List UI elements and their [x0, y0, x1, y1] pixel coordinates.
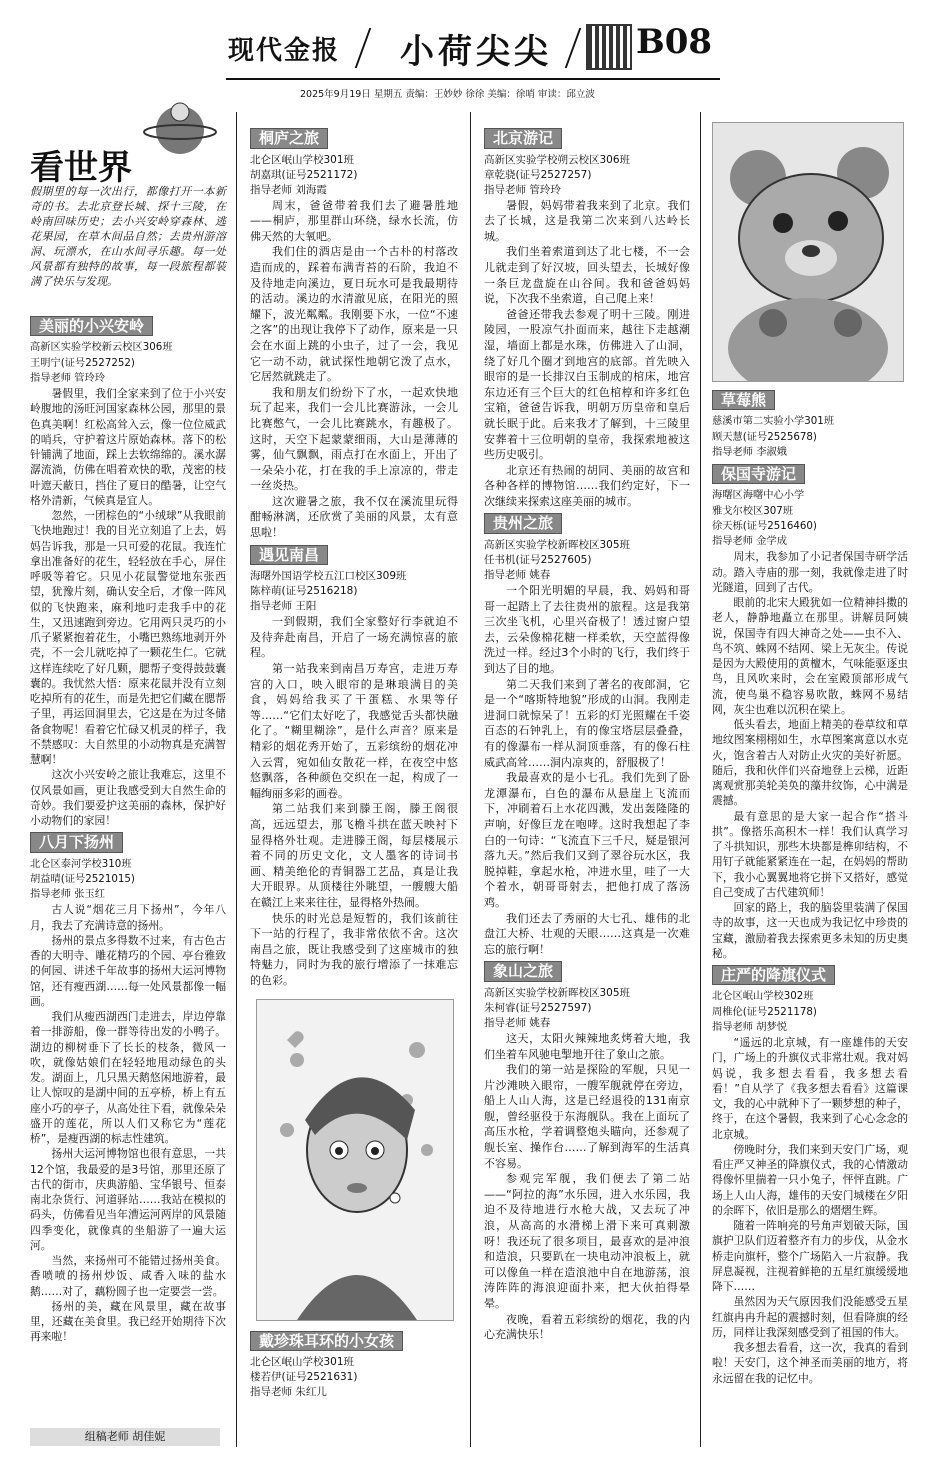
dateline: 2025年9月19日 星期五 责编：王妙妙 徐徐 美编：徐哨 审读：邱立波: [300, 89, 595, 100]
article-paragraph: 扬州的美，藏在风景里，藏在故事里，还藏在美食里。我已经开始期待下次再来啦！: [30, 1299, 226, 1344]
byline-line: 章乾骁(证号2527257): [484, 168, 592, 181]
article-paragraph: 忽然，一团棕色的“小绒球”从我眼前飞快地跑过！我的目光立刻追了上去，妈妈告诉我，那是一只可爱的花鼠。我连忙拿出准备好的花生，轻轻放在手心，屏住呼吸等着它。只见小花鼠警觉地东张西望，犹豫片刻，确认安全后，才像一阵风似的飞快跑来，麻利地叼走我手中的花生，又迅速跑到旁边。它用两只灵巧的小爪子紧紧抱着花生，小嘴巴熟练地剥开外壳，不一会儿就吃掉了一颗花生仁。它就这样连续吃了好几颗，腮帮子变得鼓鼓囊囊的。我忧然大悟：原来花鼠并没有立刻吃掉所有的花生，而是先把它们藏在腮帮子里，再运回洞里去，它这是在为过冬储备食物呢！看着它忙碌又机灵的样子，我不禁感叹：大自然里的小动物真是充满智慧啊！: [30, 509, 226, 766]
page-number: B08: [636, 22, 713, 62]
article-byline: [712, 414, 908, 460]
article-paragraph: 当然，来扬州可不能错过扬州美食。香喷喷的扬州炒饭、咸香入味的盐水鹅……对了，藕粉圆子也一定要尝一尝。: [30, 1254, 226, 1298]
article-byline: [712, 488, 908, 549]
girl-pearl-earring-drawing: [256, 999, 454, 1321]
article-paragraph: 我们还去了秀丽的大七孔、雄伟的北盘江大桥、壮观的天眼……这真是一次难忘的旅行啊！: [484, 911, 690, 956]
article-paragraph: 周末，爸爸带着我们去了避暑胜地——桐庐，那里群山环绕，绿水长流，仿佛天然的大氧吧。: [250, 198, 458, 243]
article-headline: 贵州之旅: [484, 513, 562, 534]
article-headline: 草莓熊: [712, 390, 775, 410]
byline-line: 指导老师 王阳: [250, 600, 317, 613]
article-byline: [30, 857, 226, 903]
article-paragraph: 我最喜欢的是小七孔。我们先到了卧龙潭瀑布，白色的瀑布从悬崖上飞流而下，冲刷着石上水花四溅，发出轰隆隆的声响，好像巨龙在咆哮。这时我想起了李白的一句诗：“飞流直下三千尺，疑是银河落九天。”然后我们又到了翠谷玩水区，我脱掉鞋，拿起水枪，冲进水里，哇了一大个着水，朝哥哥射去，把他打成了落汤鸡。: [484, 771, 690, 909]
byline-line: 北仑区岷山学校301班: [250, 153, 355, 166]
article: [30, 828, 226, 1344]
article-paragraph: 扬州的景点多得数不过来，有古色古香的大明寺、雕花精巧的个园、亭台雅致的何园、讲述千年故事的扬州大运河博物馆，还有瘦西湖……每一处风景都像一幅画。: [30, 933, 226, 1008]
byline-line: 北仑区泰河学校310班: [30, 857, 132, 870]
brand-logo: 现代金报: [228, 36, 341, 66]
article-paragraph: 北京还有热闹的胡同、美丽的故宫和各种各样的博物馆……我们约定好，下一次继续来探索这座美丽的城市。: [484, 463, 690, 508]
article-paragraph: 快乐的时光总是短暂的，我们该前往下一站的行程了，我非常依依不舍。这次南昌之旅，既让我感受到了这座城市的独特魅力，同时为我的旅行增添了一抹难忘的色彩。: [250, 911, 458, 987]
article-paragraph: 最有意思的是大家一起合作“搭斗拱”。像搭乐高积木一样！我们认真学习了斗拱知识，那些木块都是榫卯结构，不用钉子就能紧紧连在一起，在妈妈的帮助下，我小心翼翼地将它拼下又搭好，感觉自己变成了古代建筑师！: [712, 809, 908, 899]
byline-line: 任书机(证号2527605): [484, 554, 592, 567]
column-1: [30, 312, 226, 1345]
byline-line: 指导老师 朱红儿: [250, 1386, 327, 1399]
byline-line: 指导老师 李淑娥: [712, 445, 788, 458]
byline-line: 指导老师 张玉红: [30, 888, 106, 900]
article-byline: [250, 153, 458, 198]
article-byline: [30, 340, 226, 386]
article: [712, 961, 908, 1386]
article-paragraph: 一到假期，我们全家整好行李就迫不及待奔赴南昌，开启了一场充满惊喜的旅程。: [250, 615, 458, 660]
byline-line: 朱柯睿(证号2527597): [484, 1001, 592, 1014]
column-divider: [236, 112, 237, 1447]
header-rule: [226, 78, 720, 80]
article-paragraph: 傍晚时分，我们来到天安门广场，观看庄严又神圣的降旗仪式，我的心情激动得像怀里揣着一只小兔子，怦怦直跳。广场上人山人海，雄伟的天安门城楼在夕阳的余晖下，依旧是那么的熠熠生辉。: [712, 1142, 908, 1217]
article-paragraph: 眼前的北宋大殿犹如一位精神抖擞的老人，静静地矗立在那里。讲解员阿姨说，保国寺有四大神奇之处——虫不入、鸟不筑、蛛网不结网、梁上无灰尘。传说是因为大殿使用的黄檀木，气味能驱逐虫鸟，且风吹来时，会在室殿顶部形成气流，使鸟巢不稳容易吹散，蛛网不易结网，灰尘也难以沉积在梁上。: [712, 596, 908, 716]
article: [712, 460, 908, 961]
article-paragraph: 这次避暑之旅，我不仅在溪流里玩得酣畅淋漓，还欣赏了美丽的风景，太有意思啦！: [250, 494, 458, 540]
byline-line: 指导老师 胡梦悦: [712, 1020, 788, 1033]
article-headline: 保国寺游记: [712, 464, 805, 484]
rocket-illustration-icon: [140, 90, 220, 160]
article-paragraph: 低头看去，地面上精美的卷草纹和草地纹图案栩栩如生，水草图案寓意以水克火，饱含着古人对防止火灾的美好祈愿。随后，我和伙伴们兴奋地登上云梯，近距离观赏那美轮美奂的藻井纹饰，心中满是震撼。: [712, 718, 908, 808]
article-paragraph: 我们坐着索道到达了北七楼，不一会儿就走到了好汉坡，回头望去，长城好像一条巨龙盘旋在山谷间。我和爸爸妈妈说，下次我不坐索道，自己爬上来！: [484, 245, 690, 306]
article-headline: 遇见南昌: [250, 545, 328, 566]
article: [484, 957, 690, 1342]
strawberry-bear-drawing: [712, 122, 904, 382]
article-paragraph: 第二天我们来到了著名的夜郎洞，它是一个“喀斯特地貌”形成的山洞。我刚走进洞口就惊呆了！五彩的灯光照耀在千姿百态的石钟乳上，有的像宝塔层层叠叠，有的像瀑布一样从洞顶垂落，有的像石柱威武高耸……洞内凉爽的，舒服极了！: [484, 677, 690, 769]
article-byline: [484, 153, 690, 198]
article-paragraph: 周末，我参加了小记者保国寺研学活动。踏入寺庙的那一刻，我就像走进了时光隧道，回到了古代。: [712, 550, 908, 594]
article-headline: 北京游记: [484, 128, 562, 149]
bear-drawing-icon: [713, 123, 903, 381]
article-paragraph: 我们从瘦西湖西门走进去，岸边停靠着一排游船，像一群等待出发的小鸭子。湖边的柳树垂下了长长的枝条，微风一吹，就像姑娘们在轻轻地甩动绿色的头发。湖面上，几只黑天鹅悠闲地游着，最让人惊叹的是湖中间的五亭桥，桥上有五座小巧的亭子，从高处往下看，就像朵朵盛开的莲花，所以人们又称它为“莲花桥”，是瘦西湖的标志性建筑。: [30, 1010, 226, 1145]
article-paragraph: 这天，太阳火辣辣地炙烤着大地，我们坐着车风驰电掣地开往了象山之旅。: [484, 1031, 690, 1061]
byline-line: 指导老师 管玲玲: [30, 371, 106, 384]
byline-line: 胡益晴(证号2521015): [30, 872, 135, 885]
article-paragraph: 随着一阵响亮的号角声划破天际，国旗护卫队们迈着整齐有力的步伐，从金水桥走向旗杆，整个广场陷入一片寂静。我屏息凝视，注视着鲜艳的五星红旗缓缓地降下……: [712, 1219, 908, 1293]
byline-line: 王明宁(证号2527252): [30, 356, 135, 369]
article-paragraph: 古人说“烟花三月下扬州”，今年八月，我去了充满诗意的扬州。: [30, 903, 226, 932]
masthead: [0, 0, 934, 100]
article-paragraph: 我和朋友们纷纷下了水，一起欢快地玩了起来，我们一会儿比赛游泳，一会儿比赛憋气，一会儿比赛跳水，有趣极了。这时，天空下起蒙蒙细雨，大山是薄薄的雾，仙气飘飘，雨点打在水面上，开出了一朵朵小花，打在我的手上凉凉的，带走一丝炎热。: [250, 385, 458, 493]
qr-code-icon: [586, 24, 632, 70]
byline-line: 楼若伊(证号2521631): [250, 1371, 358, 1384]
byline-line: 徐天栎(证号2516460): [712, 519, 817, 532]
byline-line: 海曙区海曙中心小学: [712, 489, 805, 502]
byline-line: 周椎伦(证号2521178): [712, 1005, 817, 1018]
article-byline: [250, 1355, 458, 1400]
article-paragraph: 扬州大运河博物馆也很有意思，一共12个馆，我最爱的是3号馆，那里还原了古代的街市，庆典游船、宝华银号、恒泰南北杂货行、河道驿站……我站在模拟的码头，仿佛看见当年漕运河两岸的风景随四季变化，就像真的坐船游了一遍大运河。: [30, 1147, 226, 1252]
byline-line: 胡嘉琪(证号2521172): [250, 168, 358, 181]
article-paragraph: 夜晚，看着五彩缤纷的烟花，我的内心充满快乐！: [484, 1312, 690, 1342]
article-paragraph: 回家的路上，我的脑袋里装满了保国寺的故事，这一天也成为我记忆中珍贵的宝藏，激励着我去探索更多未知的历史奥秘。: [712, 901, 908, 960]
column-3: [484, 124, 690, 1343]
byline-line: 北仑区岷山学校302班: [712, 990, 814, 1003]
byline-line: 顾天慧(证号2525678): [712, 430, 817, 443]
article-paragraph: 暑假，妈妈带着我来到了北京。我们去了长城，这是我第二次来到八达岭长城。: [484, 198, 690, 243]
article: [250, 541, 458, 989]
article-paragraph: 第二站我们来到滕王阁，滕王阁很高，远远望去，那飞檐斗拱在蓝天映衬下显得格外壮观。走进滕王阁，每层楼展示着不同的历史文化，文人墨客的诗词书画、精美绝伦的青铜器工艺品，真是让我大开眼界。从顶楼往外眺望，一艘艘大船在赣江上来来往往，显得格外热闹。: [250, 802, 458, 909]
column-divider: [470, 112, 471, 1447]
byline-line: 雅戈尔校区307班: [712, 504, 794, 517]
article-paragraph: 这次小兴安岭之旅让我难忘，这里不仅风景如画，更让我感受到大自然生命的奇妙。我们要爱护这美丽的森林，保护好小动物们的家园！: [30, 768, 226, 827]
byline-line: 指导老师 金学成: [712, 535, 788, 547]
byline-line: 慈溪市第二实验小学301班: [712, 415, 835, 428]
article-headline: 象山之旅: [484, 961, 562, 982]
article: [250, 1327, 458, 1401]
byline-line: 高新区实验学校新云校区306班: [30, 341, 173, 354]
byline-line: 高新区实验学校新晖校区305班: [484, 986, 631, 999]
article-paragraph: 我们的第一站是探险的军舰，只见一片沙滩映入眼帘，一艘军舰就停在旁边，船上人山人海，这是已经退役的131南京舰，曾经驱役于东海舰队。我在上面玩了高压水枪，学着调整炮头瞄向，还参观了舰长室、操作台……了解到海军的生活真不容易。: [484, 1063, 690, 1170]
byline-line: 指导老师 管玲玲: [484, 183, 561, 196]
article-paragraph: 暑假里，我们全家来到了位于小兴安岭腹地的汤旺河国家森林公园，那里的景色真美啊！红松高耸入云，像一位位威武的哨兵，守护着这片原始森林。落下的松针铺满了地面，踩上去软绵绵的。溪水潺潺流淌，仿佛在唱着欢快的歌，茂密的枝叶遮天蔽日，挡住了夏日的酷暑，让空气格外清新，气候真是宜人。: [30, 387, 226, 507]
portrait-drawing-icon: [257, 1000, 453, 1320]
article-headline: 美丽的小兴安岭: [30, 316, 153, 336]
article-paragraph: “遥远的北京城，有一座雄伟的天安门，广场上的升旗仪式非常壮观。我对妈妈说，我多想去看看，我多想去看看！”自从学了《我多想去看看》这篇课文，我的心中就种下了一颗梦想的种子，终于，在这个暑假，我来到了心心念念的北京城。: [712, 1036, 908, 1141]
column-divider: [700, 112, 701, 1447]
article-byline: [484, 986, 690, 1031]
editor-credit: 组稿老师 胡佳妮: [30, 1428, 220, 1446]
byline-line: 指导老师 姚春: [484, 1016, 551, 1029]
article: [30, 312, 226, 828]
byline-line: 陈梓萌(证号2516218): [250, 585, 358, 598]
article: [712, 386, 908, 460]
separator: [355, 28, 372, 68]
article-byline: [484, 538, 690, 583]
article-byline: [712, 989, 908, 1035]
article-paragraph: 虽然因为天气原因我们没能感受五星红旗冉冉升起的震撼时刻，但看降旗的经历，同样让我深刻感受到了祖国的伟大。: [712, 1295, 908, 1339]
byline-line: 海曙外国语学校五江口校区309班: [250, 570, 407, 583]
column-4: [712, 122, 908, 1386]
article-paragraph: 一个阳光明媚的早晨，我、妈妈和哥哥一起踏上了去往贵州的旅程。这是我第三次坐飞机，心里兴奋极了！透过窗户望去，云朵像棉花糖一样柔软，天空蓝得像洗过一样。经过3个小时的飞行，我们终于到达了目的地。: [484, 584, 690, 676]
section-title: 小荷尖尖: [400, 32, 552, 72]
intro-text: 假期里的每一次出行，都像打开一本新奇的书。去北京登长城、探十三陵，在岭南回味历史；去小兴安岭穿森林、逃花果园，在草木间品自然；去贵州游溶洞、玩漂水，在山水间寻乐趣。每一处风景都有独特的故事，每一段旅程都装满了快乐与发现。: [30, 185, 226, 288]
byline-line: 指导老师 刘海霞: [250, 183, 327, 196]
byline-line: 北仑区岷山学校301班: [250, 1356, 355, 1369]
article-paragraph: 爸爸还带我去参观了明十三陵。刚进陵园，一股凉气扑面而来，越往下走越潮湿，墙面上都是水珠，仿佛进入了山洞，绕了好几个圈才到地宫的底部。首先映入眼帘的是一长排汉白玉制成的棺床，地宫东边还有三个巨大的红色棺椁和许多红色宝箱，爸爸告诉我，明朝万历皇帝和皇后就长眠于此。后来我才了解到，十三陵里安葬着十三位明朝的皇帝，我探索地被这些历史吸引。: [484, 307, 690, 462]
article-headline: 戴珍珠耳环的小女孩: [250, 1331, 403, 1352]
article-paragraph: 我们住的酒店是由一个古朴的村落改造而成的，踩着布满青苔的石阶，我迫不及待地走向溪边，夏日玩水可是我最期待的活动。溪边的水清澈见底，在阳光的照耀下，波光粼粼。我刚要下水，一位“不速之客”的出现让我停下了动作，原来是一只会在水面上跳的小虫子，过了一会，我见它一动不动，就试探性地朝它泼了点水，它居然就跳走了。: [250, 245, 458, 384]
article: [484, 509, 690, 957]
article-paragraph: 参观完军舰，我们便去了第二站——“阿拉的海”水乐园，进入水乐园，我迫不及待地进行水枪大战，又去玩了冲浪，从高高的水滑梯上滑下来可真刺激呀！我还玩了很多项目，最喜欢的是冲浪和造浪，只要趴在一块电动冲浪板上，就可以像鱼一样在造浪池中自在地游荡，浪涛阵阵的海浪迎面扑来，把大伙拍得晕晕。: [484, 1172, 690, 1310]
article-paragraph: 第一站我来到南昌万寿宫，走进万寿宫的入口，映入眼帘的是琳琅满目的美食，妈妈给我买了干蛋糕、水果等仔等……“它们太好吃了，我感觉舌头都快融化了。“糊里糊涂”，是什么声音？原来是精彩的烟花秀开始了，五彩缤纷的烟花冲入云霄，宛如仙女散花一样，在夜空中悠悠飘落，各种颜色交织在一起，构成了一幅绚丽多彩的画卷。: [250, 662, 458, 800]
article-byline: [250, 569, 458, 614]
column-title: 看世界: [30, 148, 132, 188]
article-headline: 八月下扬州: [30, 832, 123, 852]
article-headline: 桐庐之旅: [250, 128, 328, 149]
byline-line: 指导老师 姚春: [484, 569, 551, 582]
article-paragraph: 我多想去看看，这一次，我真的看到啦！天安门，这个神圣而美丽的地方，将永远留在我的记忆中。: [712, 1341, 908, 1385]
separator: [565, 28, 582, 68]
article: [484, 124, 690, 509]
article: [250, 124, 458, 541]
article-headline: 庄严的降旗仪式: [712, 965, 835, 985]
byline-line: 高新区实验学校新晖校区305班: [484, 539, 631, 552]
byline-line: 高新区实验学校朔云校区306班: [484, 153, 631, 166]
column-2: [250, 124, 458, 1400]
